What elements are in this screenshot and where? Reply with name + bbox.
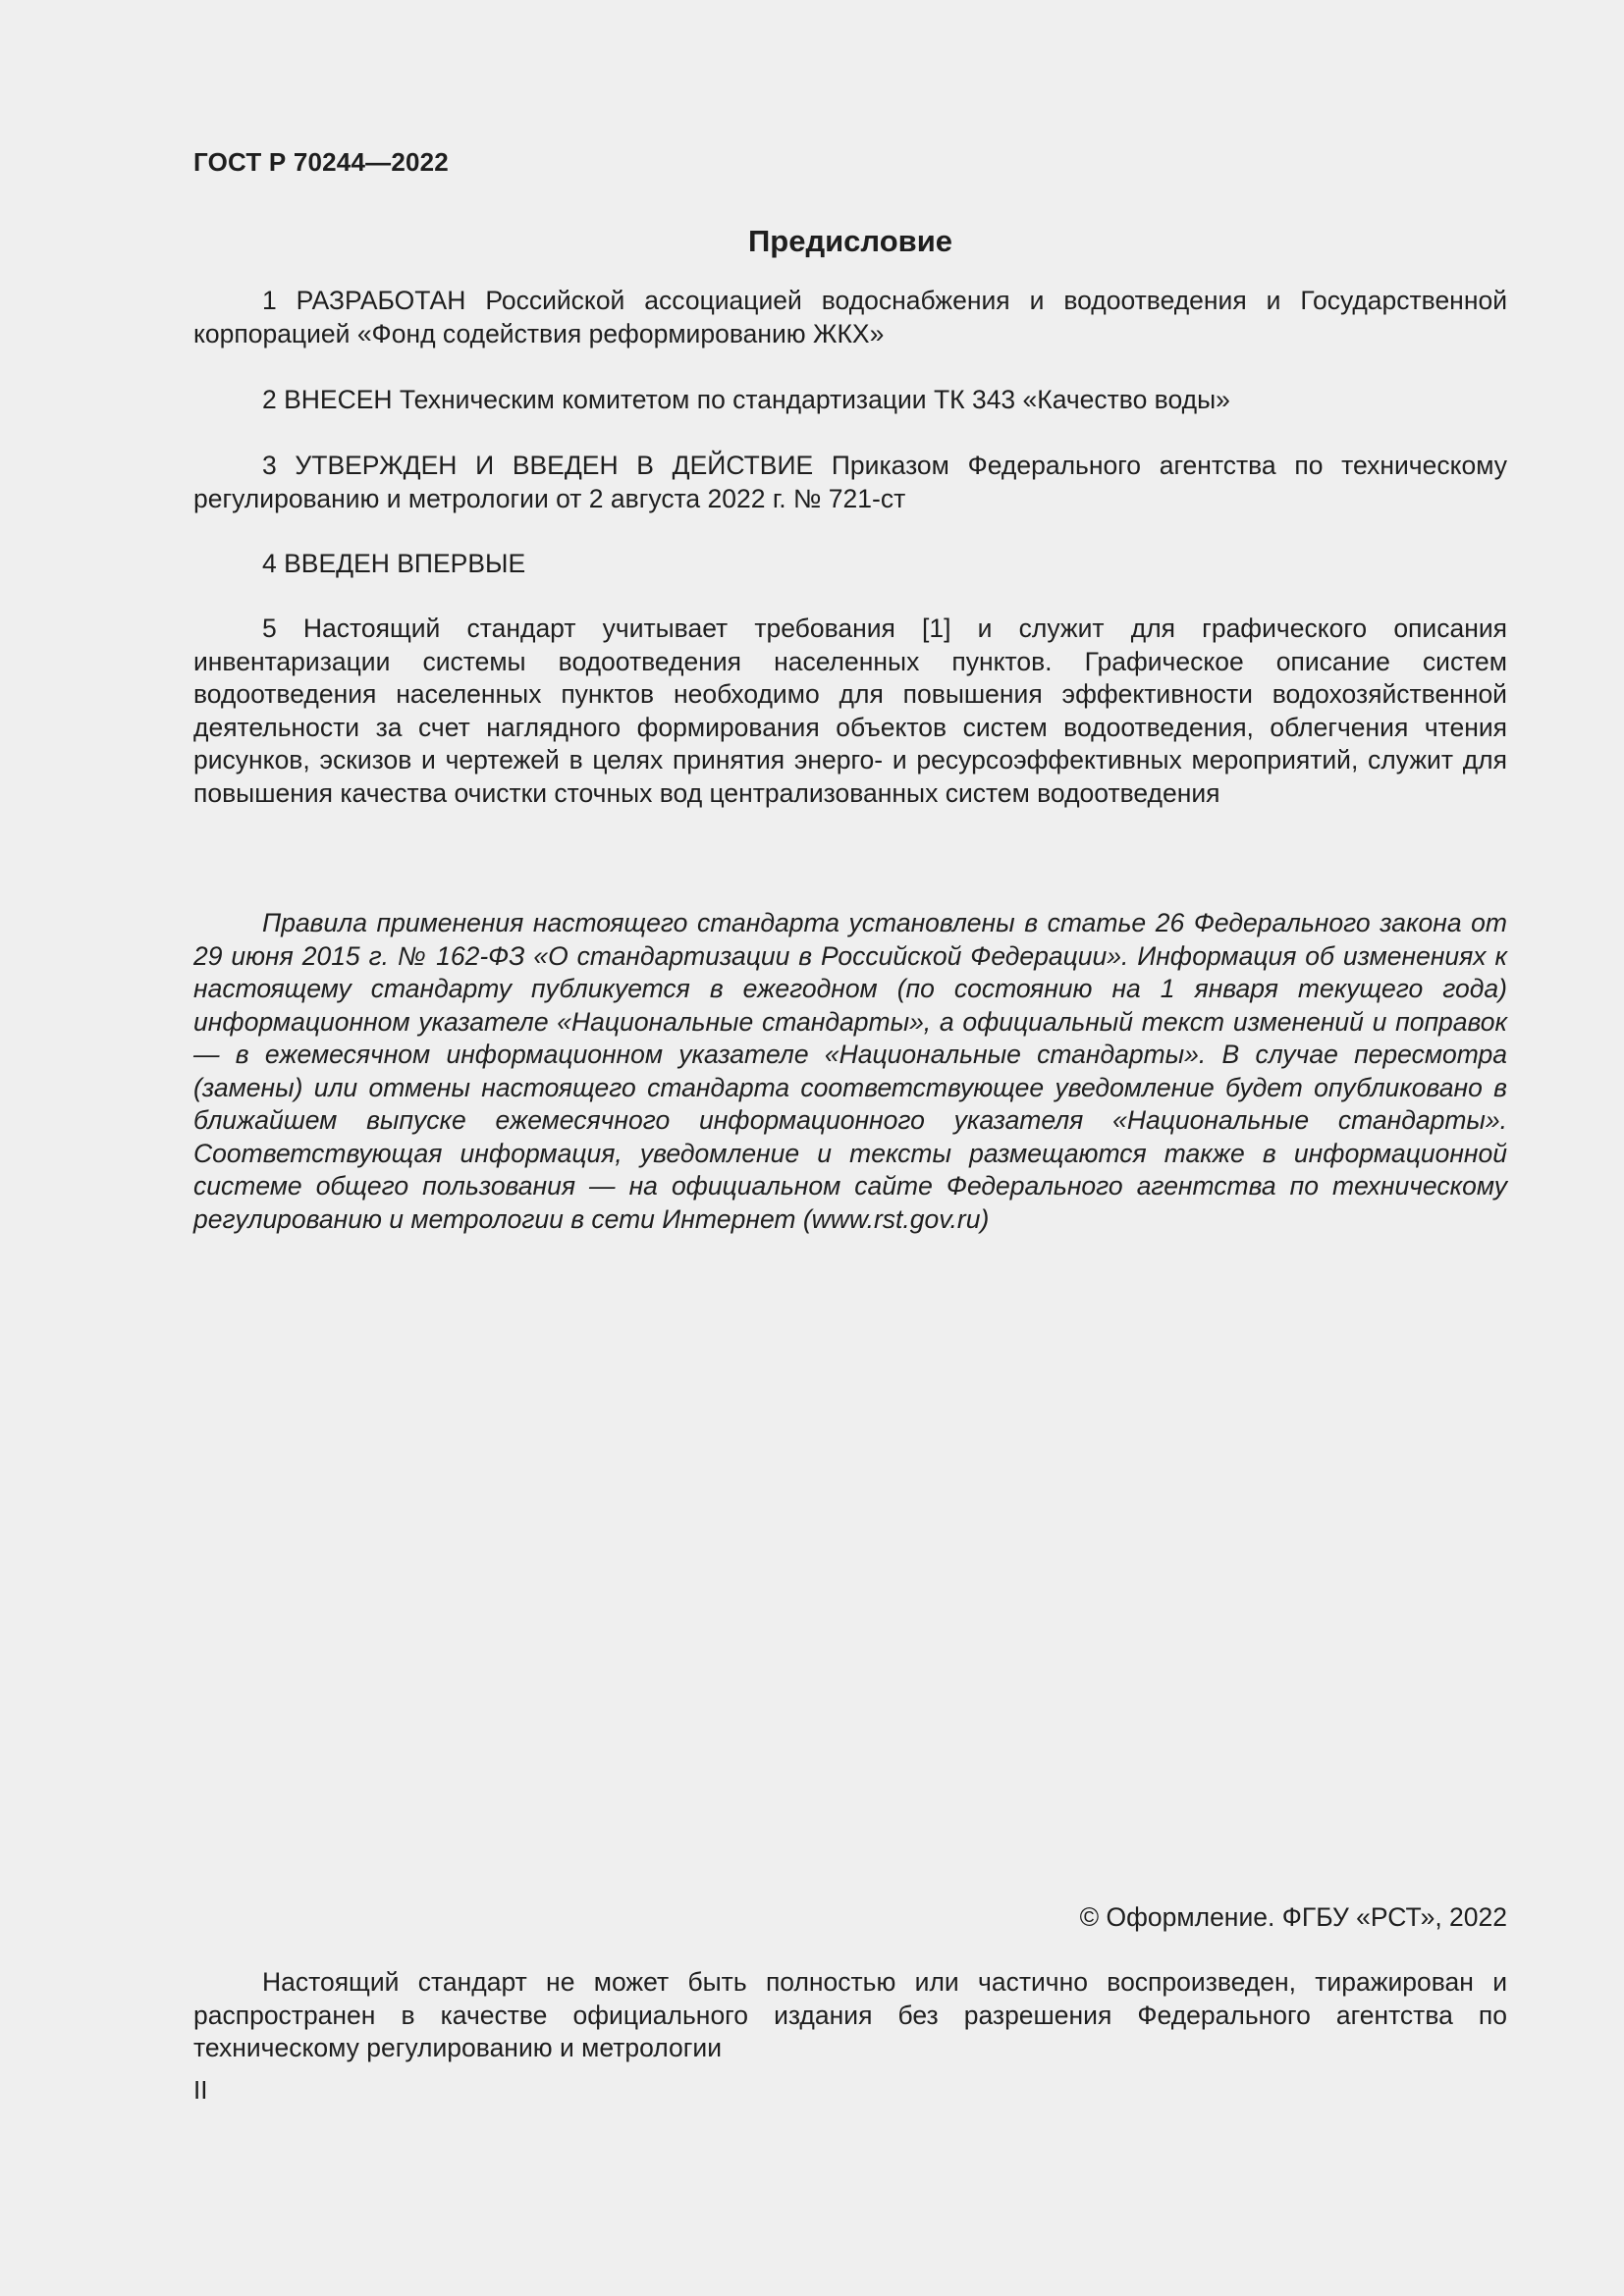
foreword-item-1-text: 1 РАЗРАБОТАН Российской ассоциацией водоснабжения и водоотведения и Государственной корпорацией «Фонд содействия реформированию ЖКХ» [193,286,1507,348]
copyright-text: © Оформление. ФГБУ «РСТ», 2022 [1079,1902,1507,1932]
foreword-item-3-text: 3 УТВЕРЖДЕН И ВВЕДЕН В ДЕЙСТВИЕ Приказом Федерального агентства по техническому регулированию и метрологии от 2 августа 2022 г. № 721-ст [193,451,1507,513]
foreword-item-5 [193,613,1507,810]
reproduction-notice [193,1966,1507,2065]
section-title: Предисловие [747,224,952,258]
foreword-item-4 [193,548,1507,581]
foreword-item-2-text: 2 ВНЕСЕН Техническим комитетом по стандартизации ТК 343 «Качество воды» [262,385,1230,414]
rules-notice-text: Правила применения настоящего стандарта установлены в статье 26 Федерального закона от 29 июня 2015 г. № 162-ФЗ «О стандартизации в Российской Федерации». Информация об изменениях к настоящему стандарту публикуется в ежегодном (по состоянию на 1 января текущего года) информационном указателе «Национальные стандарты», а официальный текст изменений и поправок — в ежемесячном информационном указателе «Национальные стандарты». В случае пересмотра (замены) или отмены настоящего стандарта соответствующее уведомление будет опубликовано в ближайшем выпуске ежемесячного информационного указателя «Национальные стандарты». Соответствующая информация, уведомление и тексты размещаются также в информационной системе общего пользования — на официальном сайте Федерального агентства по техническому регулированию и метрологии в сети Интернет (www.rst.gov.ru) [193,908,1507,1234]
rules-notice [193,907,1507,1236]
foreword-item-2 [193,384,1507,417]
reproduction-notice-text: Настоящий стандарт не может быть полностью или частично воспроизведен, тиражирован и распространен в качестве официального издания без разрешения Федерального агентства по техническому регулированию и метрологии [193,1967,1507,2062]
page-number: II [193,2075,208,2105]
document-id: ГОСТ Р 70244—2022 [193,147,449,177]
foreword-item-4-text: 4 ВВЕДЕН ВПЕРВЫЕ [262,549,526,578]
copyright-line [193,1901,1507,1935]
foreword-item-1 [193,285,1507,350]
foreword-item-5-text: 5 Настоящий стандарт учитывает требования [1] и служит для графического описания инвентаризации системы водоотведения населенных пунктов. Графическое описание систем водоотведения населенных пунктов необходимо для повышения эффективности водохозяйственной деятельности за счет наглядного формирования объектов систем водоотведения, облегчения чтения рисунков, эскизов и чертежей в целях принятия энерго- и ресурсоэффективных мероприятий, служит для повышения качества очистки сточных вод централизованных систем водоотведения [193,614,1507,808]
foreword-item-3 [193,450,1507,515]
